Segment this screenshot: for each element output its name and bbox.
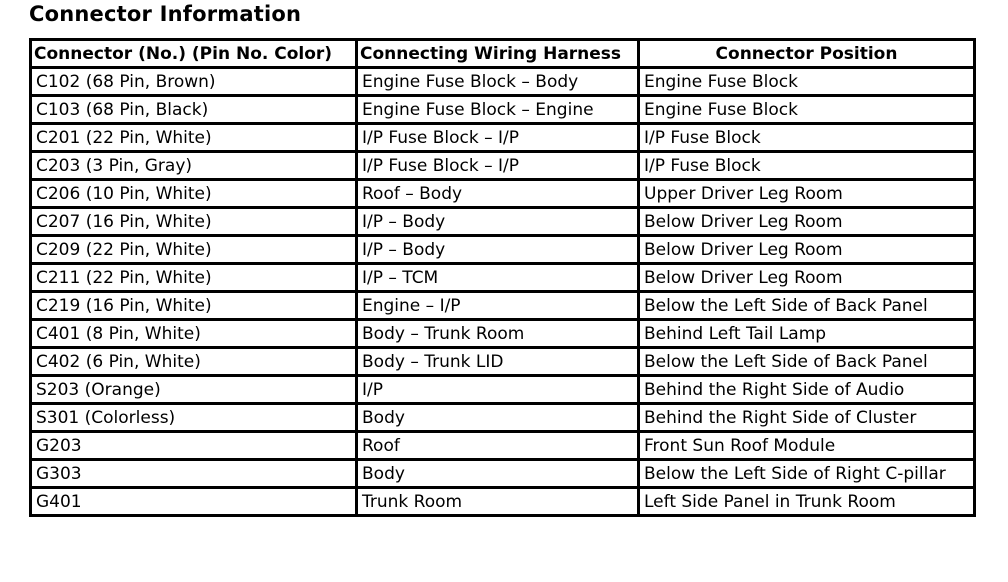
position-cell: Upper Driver Leg Room — [639, 180, 975, 208]
column-header-position: Connector Position — [639, 40, 975, 68]
position-cell: I/P Fuse Block — [639, 124, 975, 152]
connector-cell: C207 (16 Pin, White) — [31, 208, 357, 236]
connector-cell: G401 — [31, 488, 357, 516]
wiring-harness-cell: Trunk Room — [357, 488, 639, 516]
connector-cell: G303 — [31, 460, 357, 488]
connector-cell: C102 (68 Pin, Brown) — [31, 68, 357, 96]
wiring-harness-cell: I/P — [357, 376, 639, 404]
table-row — [31, 348, 975, 376]
table-row — [31, 208, 975, 236]
table-row — [31, 96, 975, 124]
table-row — [31, 320, 975, 348]
wiring-harness-cell: I/P Fuse Block – I/P — [357, 124, 639, 152]
wiring-harness-cell: Roof — [357, 432, 639, 460]
table-row — [31, 264, 975, 292]
connector-cell: C201 (22 Pin, White) — [31, 124, 357, 152]
wiring-harness-cell: Body — [357, 404, 639, 432]
connector-cell: C211 (22 Pin, White) — [31, 264, 357, 292]
wiring-harness-cell: I/P – Body — [357, 208, 639, 236]
position-cell: Behind the Right Side of Cluster — [639, 404, 975, 432]
wiring-harness-cell: I/P – Body — [357, 236, 639, 264]
position-cell: Behind Left Tail Lamp — [639, 320, 975, 348]
wiring-harness-cell: Body – Trunk Room — [357, 320, 639, 348]
connector-cell: C103 (68 Pin, Black) — [31, 96, 357, 124]
table-row — [31, 124, 975, 152]
table-row — [31, 180, 975, 208]
connector-cell: C203 (3 Pin, Gray) — [31, 152, 357, 180]
connector-cell: C402 (6 Pin, White) — [31, 348, 357, 376]
wiring-harness-cell: I/P Fuse Block – I/P — [357, 152, 639, 180]
position-cell: Below the Left Side of Back Panel — [639, 348, 975, 376]
table-header-row — [31, 40, 975, 68]
connector-cell: C219 (16 Pin, White) — [31, 292, 357, 320]
position-cell: Below Driver Leg Room — [639, 236, 975, 264]
connector-cell: C209 (22 Pin, White) — [31, 236, 357, 264]
position-cell: Below Driver Leg Room — [639, 264, 975, 292]
wiring-harness-cell: Roof – Body — [357, 180, 639, 208]
wiring-harness-cell: Engine – I/P — [357, 292, 639, 320]
connector-cell: G203 — [31, 432, 357, 460]
wiring-harness-cell: I/P – TCM — [357, 264, 639, 292]
column-header-wiring-harness: Connecting Wiring Harness — [357, 40, 639, 68]
wiring-harness-cell: Body — [357, 460, 639, 488]
position-cell: Below Driver Leg Room — [639, 208, 975, 236]
table-row — [31, 292, 975, 320]
position-cell: Below the Left Side of Right C-pillar — [639, 460, 975, 488]
position-cell: Left Side Panel in Trunk Room — [639, 488, 975, 516]
table-row — [31, 68, 975, 96]
position-cell: I/P Fuse Block — [639, 152, 975, 180]
connector-cell: C206 (10 Pin, White) — [31, 180, 357, 208]
table-row — [31, 376, 975, 404]
table-row — [31, 488, 975, 516]
connector-cell: C401 (8 Pin, White) — [31, 320, 357, 348]
wiring-harness-cell: Body – Trunk LID — [357, 348, 639, 376]
position-cell: Engine Fuse Block — [639, 96, 975, 124]
connector-table — [29, 38, 976, 517]
position-cell: Front Sun Roof Module — [639, 432, 975, 460]
table-row — [31, 404, 975, 432]
position-cell: Engine Fuse Block — [639, 68, 975, 96]
table-row — [31, 152, 975, 180]
table-row — [31, 460, 975, 488]
table-row — [31, 236, 975, 264]
column-header-connector: Connector (No.) (Pin No. Color) — [31, 40, 357, 68]
position-cell: Below the Left Side of Back Panel — [639, 292, 975, 320]
position-cell: Behind the Right Side of Audio — [639, 376, 975, 404]
wiring-harness-cell: Engine Fuse Block – Engine — [357, 96, 639, 124]
wiring-harness-cell: Engine Fuse Block – Body — [357, 68, 639, 96]
table-row — [31, 432, 975, 460]
page-title: Connector Information — [29, 2, 302, 26]
connector-cell: S301 (Colorless) — [31, 404, 357, 432]
table-body — [31, 68, 975, 516]
connector-cell: S203 (Orange) — [31, 376, 357, 404]
